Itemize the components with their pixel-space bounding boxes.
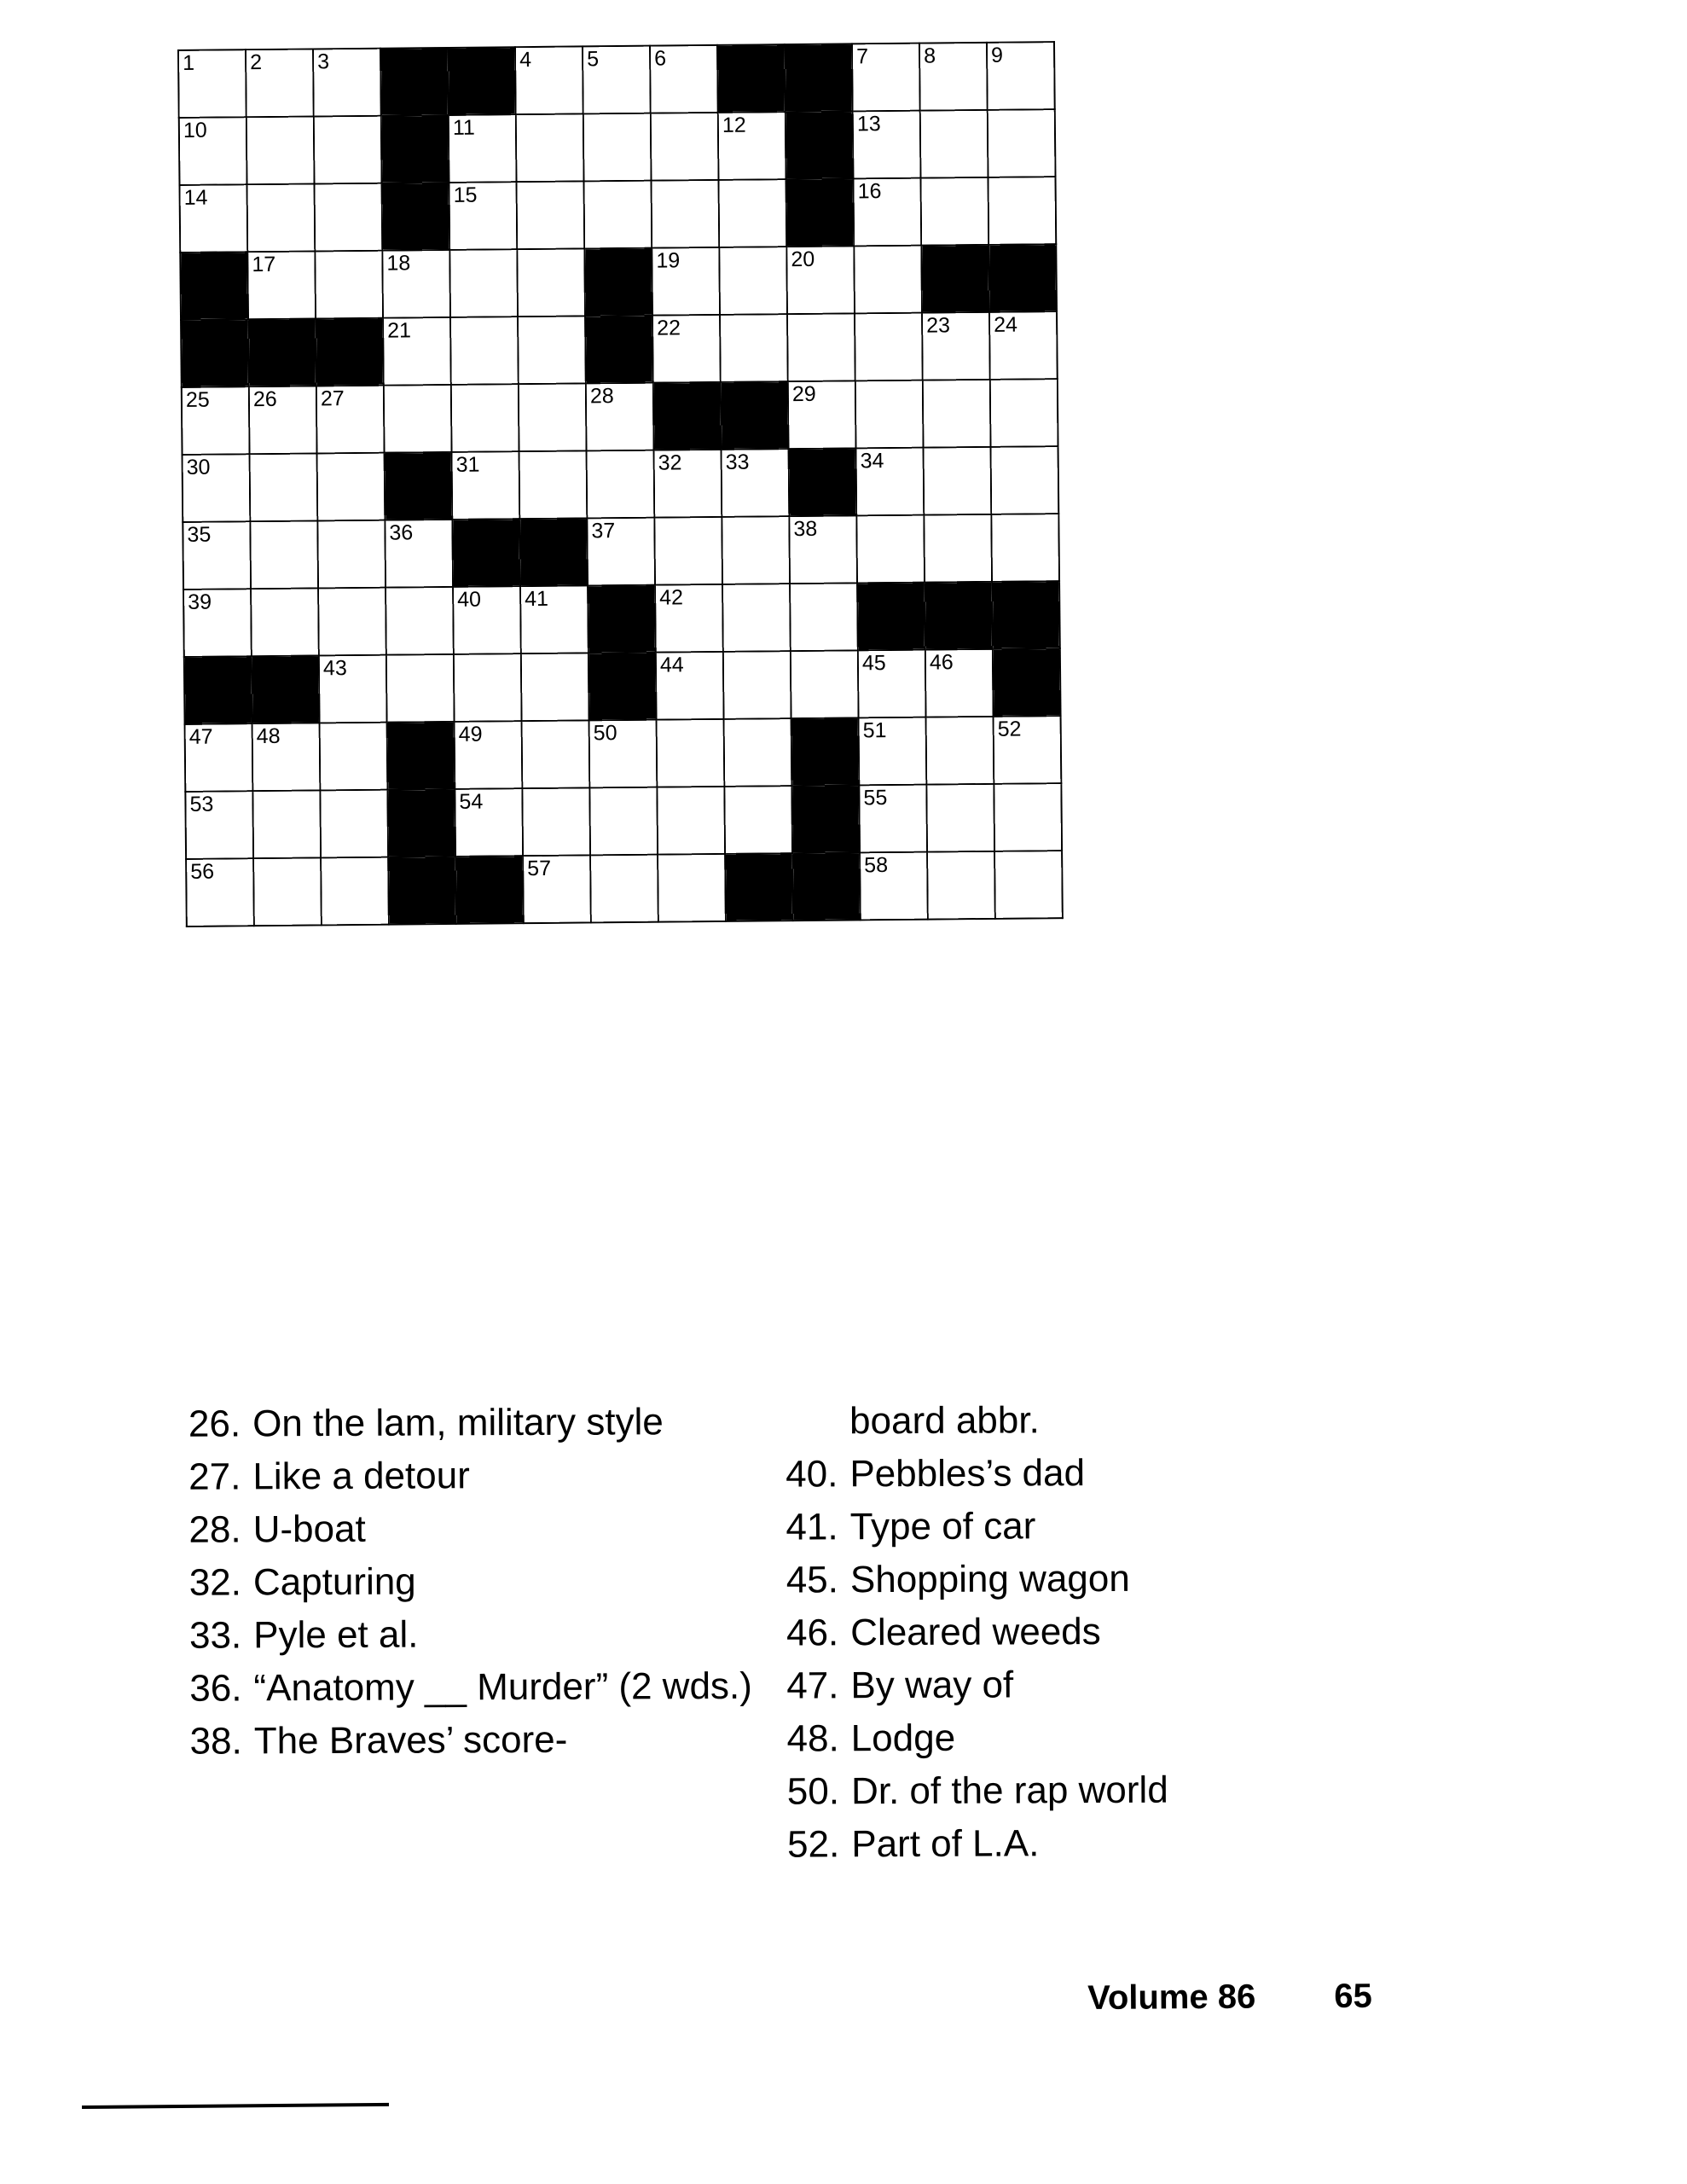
clue-column-left xyxy=(162,1397,761,1769)
grid-cell-number: 52 xyxy=(997,717,1022,741)
clue-text: U-boat xyxy=(252,1507,366,1551)
grid-open-cell[interactable] xyxy=(183,521,251,590)
grid-open-cell[interactable] xyxy=(178,49,246,118)
grid-block-cell xyxy=(791,785,860,853)
grid-open-cell[interactable] xyxy=(247,251,316,319)
grid-block-cell xyxy=(448,47,516,115)
clue-item xyxy=(761,1711,1392,1765)
grid-open-cell[interactable] xyxy=(654,450,722,518)
grid-open-cell[interactable] xyxy=(246,116,315,184)
grid-block-cell xyxy=(380,48,449,116)
grid-block-cell xyxy=(588,653,657,721)
grid-open-cell[interactable] xyxy=(720,314,788,382)
clue-number: 48. xyxy=(786,1717,839,1760)
clue-item xyxy=(760,1553,1391,1606)
grid-open-cell[interactable] xyxy=(313,49,381,117)
clue-item xyxy=(163,1661,760,1715)
grid-block-cell xyxy=(248,318,316,386)
grid-open-cell[interactable] xyxy=(317,453,386,521)
clue-item xyxy=(759,1394,1390,1448)
clue-text: Lodge xyxy=(850,1716,956,1760)
clue-text: On the lam, military style xyxy=(252,1401,664,1445)
grid-open-cell[interactable] xyxy=(247,183,316,252)
clue-text: Like a detour xyxy=(252,1455,470,1498)
grid-block-cell xyxy=(721,381,789,450)
crossword-row xyxy=(185,783,1062,859)
grid-open-cell[interactable] xyxy=(185,791,253,859)
grid-cell-number: 38 xyxy=(793,516,818,542)
grid-block-cell xyxy=(181,319,249,387)
grid-cell-number: 57 xyxy=(527,856,552,881)
clue-item xyxy=(760,1500,1391,1554)
grid-cell-number: 6 xyxy=(653,46,667,71)
grid-open-cell[interactable] xyxy=(455,721,523,789)
grid-open-cell[interactable] xyxy=(925,649,994,717)
grid-open-cell[interactable] xyxy=(927,851,995,920)
grid-block-cell xyxy=(717,44,786,113)
grid-cell-number: 35 xyxy=(187,522,212,547)
grid-cell-number: 23 xyxy=(926,313,951,338)
grid-cell-number: 26 xyxy=(252,386,277,412)
grid-open-cell[interactable] xyxy=(182,386,250,455)
clue-item xyxy=(761,1764,1392,1818)
grid-cell-number: 15 xyxy=(453,183,478,207)
grid-open-cell[interactable] xyxy=(791,650,859,718)
clue-text: Cleared weeds xyxy=(850,1611,1101,1654)
grid-block-cell xyxy=(792,852,861,921)
grid-cell-number: 49 xyxy=(458,722,483,746)
grid-open-cell[interactable] xyxy=(856,448,925,516)
grid-open-cell[interactable] xyxy=(787,313,855,381)
grid-cell-number: 58 xyxy=(864,853,889,878)
clue-number: 26. xyxy=(188,1403,241,1445)
clue-number: 27. xyxy=(188,1455,241,1498)
grid-open-cell[interactable] xyxy=(654,517,722,585)
grid-open-cell[interactable] xyxy=(786,246,855,314)
grid-cell-number: 56 xyxy=(190,859,215,884)
grid-cell-number: 9 xyxy=(990,43,1004,67)
grid-cell-number: 54 xyxy=(459,789,484,814)
clue-number: 38. xyxy=(189,1720,242,1763)
grid-cell-number: 44 xyxy=(659,653,684,677)
clue-number: 40. xyxy=(786,1453,838,1496)
grid-open-cell[interactable] xyxy=(319,655,387,723)
grid-open-cell[interactable] xyxy=(253,857,322,926)
grid-open-cell[interactable] xyxy=(590,855,658,923)
grid-block-cell xyxy=(180,252,248,320)
grid-open-cell[interactable] xyxy=(251,588,319,656)
grid-cell-number: 51 xyxy=(862,718,887,743)
crossword-row xyxy=(180,177,1057,253)
grid-block-cell xyxy=(316,318,384,386)
grid-open-cell[interactable] xyxy=(987,42,1055,110)
crossword-row xyxy=(179,109,1056,185)
grid-open-cell[interactable] xyxy=(922,312,990,380)
grid-cell-number: 19 xyxy=(656,248,681,273)
grid-open-cell[interactable] xyxy=(449,249,518,317)
clue-lists xyxy=(128,1393,1578,1866)
grid-open-cell[interactable] xyxy=(855,313,923,381)
grid-open-cell[interactable] xyxy=(250,520,318,589)
grid-block-cell xyxy=(387,722,455,790)
grid-block-cell xyxy=(252,655,320,723)
grid-open-cell[interactable] xyxy=(185,723,253,792)
grid-cell-number: 22 xyxy=(657,316,681,340)
grid-open-cell[interactable] xyxy=(382,250,450,318)
clue-text: The Braves’ score- xyxy=(253,1718,568,1763)
crossword-row xyxy=(183,446,1059,522)
grid-open-cell[interactable] xyxy=(652,180,720,248)
grid-cell-number: 43 xyxy=(322,656,347,681)
grid-cell-number: 29 xyxy=(791,381,816,407)
clue-number: 46. xyxy=(786,1612,839,1654)
grid-cell-number: 8 xyxy=(923,44,936,68)
clue-number: 45. xyxy=(786,1559,839,1601)
crossword-row xyxy=(182,379,1058,455)
grid-open-cell[interactable] xyxy=(519,450,588,519)
grid-open-cell[interactable] xyxy=(858,650,926,718)
clue-item xyxy=(162,1397,759,1450)
grid-open-cell[interactable] xyxy=(657,787,725,855)
clue-number: 28. xyxy=(188,1508,241,1551)
crossword-row xyxy=(183,581,1060,657)
grid-block-cell xyxy=(381,115,449,183)
grid-open-cell[interactable] xyxy=(179,117,247,185)
clue-item xyxy=(164,1714,761,1768)
grid-open-cell[interactable] xyxy=(316,386,385,454)
grid-cell-number: 32 xyxy=(658,450,682,475)
grid-open-cell[interactable] xyxy=(522,787,590,856)
grid-block-cell xyxy=(585,316,653,384)
grid-cell-number: 7 xyxy=(855,44,869,69)
grid-block-cell xyxy=(785,44,853,112)
grid-open-cell[interactable] xyxy=(923,380,991,448)
grid-open-cell[interactable] xyxy=(994,783,1062,851)
grid-cell-number: 18 xyxy=(386,251,411,276)
grid-cell-number: 17 xyxy=(252,252,276,277)
grid-open-cell[interactable] xyxy=(655,584,723,653)
clue-text: Pyle et al. xyxy=(253,1613,419,1657)
grid-open-cell[interactable] xyxy=(455,788,523,857)
clue-item xyxy=(759,1447,1390,1501)
grid-open-cell[interactable] xyxy=(991,446,1059,514)
grid-cell-number: 55 xyxy=(863,786,888,810)
grid-open-cell[interactable] xyxy=(722,584,791,652)
grid-open-cell[interactable] xyxy=(454,653,522,722)
grid-open-cell[interactable] xyxy=(859,785,927,853)
clue-column-right xyxy=(759,1394,1392,1873)
grid-block-cell xyxy=(184,656,252,724)
grid-cell-number: 16 xyxy=(857,179,882,204)
clue-number: 41. xyxy=(786,1506,838,1548)
grid-cell-number: 50 xyxy=(593,721,617,746)
grid-cell-number: 37 xyxy=(591,519,616,543)
grid-cell-number: 25 xyxy=(185,387,210,412)
grid-open-cell[interactable] xyxy=(522,720,590,788)
grid-cell-number: 28 xyxy=(589,384,614,409)
clue-text: board abbr. xyxy=(849,1399,1040,1443)
clue-item xyxy=(761,1817,1392,1871)
grid-cell-number: 46 xyxy=(929,650,954,675)
grid-open-cell[interactable] xyxy=(988,109,1056,177)
grid-open-cell[interactable] xyxy=(587,450,655,519)
grid-cell-number: 45 xyxy=(861,651,886,676)
grid-cell-number: 21 xyxy=(387,318,412,343)
grid-open-cell[interactable] xyxy=(722,449,790,517)
clue-text: Part of L.A. xyxy=(851,1822,1040,1866)
grid-open-cell[interactable] xyxy=(317,520,386,589)
grid-open-cell[interactable] xyxy=(453,586,521,654)
grid-open-cell[interactable] xyxy=(520,585,588,653)
grid-open-cell[interactable] xyxy=(724,718,792,787)
grid-open-cell[interactable] xyxy=(186,858,254,926)
grid-open-cell[interactable] xyxy=(516,113,584,182)
grid-open-cell[interactable] xyxy=(723,651,791,719)
clue-item xyxy=(162,1449,759,1503)
clue-text: Shopping wagon xyxy=(849,1557,1130,1601)
grid-block-cell xyxy=(789,448,857,516)
grid-open-cell[interactable] xyxy=(586,383,654,451)
grid-open-cell[interactable] xyxy=(789,515,857,584)
clue-number: 36. xyxy=(189,1667,242,1710)
crossword-grid[interactable] xyxy=(177,41,1064,927)
grid-open-cell[interactable] xyxy=(583,113,652,182)
grid-cell-number: 53 xyxy=(189,792,214,816)
grid-block-cell xyxy=(725,853,793,921)
clue-number: 47. xyxy=(786,1664,839,1707)
grid-open-cell[interactable] xyxy=(252,790,321,858)
grid-open-cell[interactable] xyxy=(853,111,921,179)
crossword-row xyxy=(185,716,1062,792)
grid-open-cell[interactable] xyxy=(321,857,389,926)
clue-number: 32. xyxy=(188,1561,242,1604)
grid-open-cell[interactable] xyxy=(991,514,1059,582)
grid-open-cell[interactable] xyxy=(854,246,922,314)
grid-open-cell[interactable] xyxy=(724,786,792,854)
grid-open-cell[interactable] xyxy=(859,717,927,786)
grid-block-cell xyxy=(519,518,588,586)
grid-open-cell[interactable] xyxy=(246,49,314,117)
crossword-row xyxy=(183,514,1059,590)
grid-open-cell[interactable] xyxy=(523,855,591,923)
grid-open-cell[interactable] xyxy=(994,851,1063,919)
crossword-row xyxy=(186,851,1063,926)
grid-open-cell[interactable] xyxy=(518,316,586,384)
crossword-row xyxy=(184,648,1061,724)
grid-block-cell xyxy=(588,585,656,653)
grid-open-cell[interactable] xyxy=(521,653,589,721)
grid-open-cell[interactable] xyxy=(314,116,382,184)
clue-text: By way of xyxy=(850,1664,1014,1707)
grid-open-cell[interactable] xyxy=(790,583,858,651)
grid-open-cell[interactable] xyxy=(249,386,317,454)
grid-block-cell xyxy=(921,245,989,313)
grid-open-cell[interactable] xyxy=(988,177,1056,245)
grid-open-cell[interactable] xyxy=(450,317,519,385)
grid-cell-number: 27 xyxy=(320,386,345,411)
grid-cell-number: 10 xyxy=(183,118,207,142)
clue-item xyxy=(760,1658,1391,1712)
clue-item xyxy=(163,1555,760,1609)
grid-block-cell xyxy=(925,582,993,650)
grid-cell-number: 14 xyxy=(183,185,208,210)
grid-open-cell[interactable] xyxy=(853,178,921,247)
grid-open-cell[interactable] xyxy=(587,518,655,586)
clue-text: Capturing xyxy=(252,1560,416,1604)
grid-cell-number: 48 xyxy=(256,723,281,749)
grid-open-cell[interactable] xyxy=(994,716,1062,784)
grid-open-cell[interactable] xyxy=(718,112,786,180)
page-footer xyxy=(1087,1976,1565,2018)
grid-cell-number: 36 xyxy=(389,520,414,545)
page-number: 65 xyxy=(1334,1977,1372,2015)
grid-block-cell xyxy=(452,519,520,587)
grid-open-cell[interactable] xyxy=(449,114,517,183)
grid-open-cell[interactable] xyxy=(855,380,924,449)
grid-open-cell[interactable] xyxy=(315,251,383,319)
clue-item xyxy=(760,1606,1391,1659)
grid-cell-number: 40 xyxy=(457,587,482,612)
grid-cell-number: 13 xyxy=(856,112,881,136)
clue-text: Type of car xyxy=(849,1505,1036,1548)
grid-open-cell[interactable] xyxy=(657,719,725,787)
grid-open-cell[interactable] xyxy=(719,247,787,315)
grid-open-cell[interactable] xyxy=(722,516,790,584)
grid-open-cell[interactable] xyxy=(989,311,1058,380)
grid-block-cell xyxy=(382,183,450,251)
clue-item xyxy=(163,1502,760,1556)
grid-open-cell[interactable] xyxy=(788,380,856,449)
grid-open-cell[interactable] xyxy=(652,247,720,316)
grid-cell-number: 4 xyxy=(519,48,532,73)
clue-text: Pebbles’s dad xyxy=(849,1452,1086,1496)
grid-open-cell[interactable] xyxy=(856,515,925,584)
grid-cell-number: 31 xyxy=(455,452,480,477)
grid-open-cell[interactable] xyxy=(652,315,721,383)
grid-open-cell[interactable] xyxy=(926,717,994,785)
grid-block-cell xyxy=(385,452,453,520)
clue-text: “Anatomy __ Murder” (2 wds.) xyxy=(253,1664,752,1710)
grid-open-cell[interactable] xyxy=(386,587,454,655)
grid-cell-number: 3 xyxy=(317,49,330,74)
grid-open-cell[interactable] xyxy=(584,181,652,249)
grid-cell-number: 1 xyxy=(183,50,195,75)
grid-open-cell[interactable] xyxy=(860,852,928,921)
grid-open-cell[interactable] xyxy=(385,520,453,588)
grid-cell-number: 33 xyxy=(725,450,750,474)
grid-open-cell[interactable] xyxy=(924,514,992,583)
clue-item xyxy=(163,1608,760,1662)
grid-block-cell xyxy=(653,382,722,450)
grid-block-cell xyxy=(988,244,1057,312)
grid-block-cell xyxy=(388,857,456,925)
grid-open-cell[interactable] xyxy=(718,179,786,247)
grid-cell-number: 39 xyxy=(188,590,212,614)
grid-open-cell[interactable] xyxy=(583,46,651,114)
grid-cell-number: 20 xyxy=(791,247,815,272)
grid-open-cell[interactable] xyxy=(515,46,583,114)
grid-open-cell[interactable] xyxy=(589,720,658,788)
grid-open-cell[interactable] xyxy=(250,453,318,521)
grid-cell-number: 11 xyxy=(452,115,475,140)
clue-text: Dr. of the rap world xyxy=(850,1769,1168,1813)
grid-cell-number: 24 xyxy=(994,312,1018,337)
grid-open-cell[interactable] xyxy=(650,45,718,113)
grid-open-cell[interactable] xyxy=(451,384,519,452)
grid-open-cell[interactable] xyxy=(383,317,451,386)
grid-open-cell[interactable] xyxy=(320,723,388,791)
grid-open-cell[interactable] xyxy=(920,110,988,178)
grid-open-cell[interactable] xyxy=(519,383,587,451)
grid-open-cell[interactable] xyxy=(449,182,518,250)
grid-open-cell[interactable] xyxy=(656,652,724,720)
grid-open-cell[interactable] xyxy=(384,385,452,453)
grid-open-cell[interactable] xyxy=(315,183,383,252)
grid-open-cell[interactable] xyxy=(180,184,248,253)
grid-block-cell xyxy=(993,648,1061,717)
clue-number: 33. xyxy=(188,1614,242,1657)
grid-open-cell[interactable] xyxy=(517,248,585,317)
clue-number: 50. xyxy=(786,1770,840,1813)
grid-open-cell[interactable] xyxy=(651,113,719,181)
grid-open-cell[interactable] xyxy=(990,379,1058,447)
grid-block-cell xyxy=(786,178,854,247)
grid-open-cell[interactable] xyxy=(386,654,455,723)
grid-open-cell[interactable] xyxy=(920,177,988,246)
footer-rule xyxy=(82,2103,389,2109)
grid-cell-number: 42 xyxy=(659,585,684,610)
crossword-grid-table[interactable] xyxy=(177,41,1064,927)
volume-label: Volume 86 xyxy=(1087,1978,1256,2017)
grid-cell-number: 30 xyxy=(186,455,211,479)
grid-cell-number: 12 xyxy=(722,113,746,137)
grid-cell-number: 2 xyxy=(250,50,263,75)
grid-open-cell[interactable] xyxy=(658,854,726,922)
grid-block-cell xyxy=(455,856,524,924)
grid-open-cell[interactable] xyxy=(919,43,988,111)
grid-open-cell[interactable] xyxy=(517,181,585,249)
grid-block-cell xyxy=(992,581,1060,649)
crossword-row xyxy=(178,42,1055,118)
grid-open-cell[interactable] xyxy=(589,787,658,856)
grid-open-cell[interactable] xyxy=(183,589,252,657)
grid-open-cell[interactable] xyxy=(924,447,992,515)
grid-block-cell xyxy=(584,248,652,317)
grid-open-cell[interactable] xyxy=(452,451,520,520)
grid-cell-number: 41 xyxy=(525,586,549,612)
grid-block-cell xyxy=(786,111,854,179)
crossword-row xyxy=(180,244,1057,320)
grid-open-cell[interactable] xyxy=(852,44,920,112)
grid-open-cell[interactable] xyxy=(926,784,994,852)
crossword-row xyxy=(181,311,1058,387)
grid-open-cell[interactable] xyxy=(318,588,386,656)
grid-block-cell xyxy=(387,789,455,857)
grid-open-cell[interactable] xyxy=(183,454,251,522)
grid-cell-number: 34 xyxy=(860,449,884,473)
grid-open-cell[interactable] xyxy=(320,790,388,858)
grid-block-cell xyxy=(791,717,860,786)
clue-number: 52. xyxy=(787,1823,840,1866)
grid-cell-number: 47 xyxy=(188,724,213,749)
grid-block-cell xyxy=(857,583,925,651)
grid-cell-number: 5 xyxy=(586,47,600,72)
grid-open-cell[interactable] xyxy=(252,723,321,791)
